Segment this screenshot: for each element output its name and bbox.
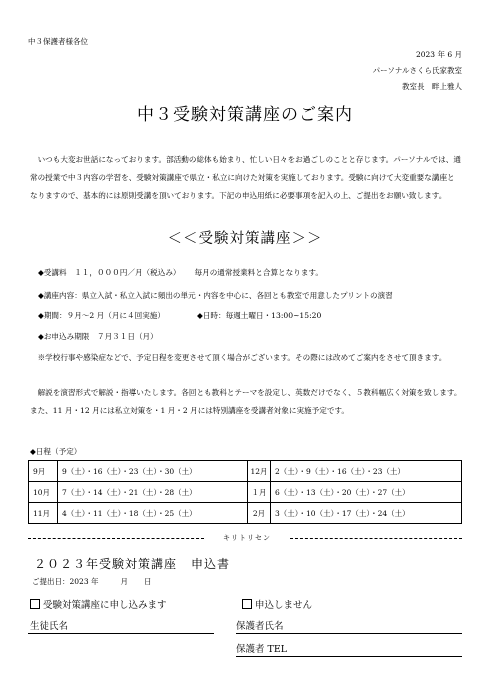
author: 教室長 畔上雅人 (402, 82, 462, 91)
day-label: 日 (143, 577, 152, 586)
month-cell: １月 (248, 482, 271, 503)
fee: ◆受講料 １１，０００円／月（税込み） (38, 268, 181, 277)
intro-paragraph: いつも大変お世話になっております。部活動の総体も始まり、忙しい日々をお過ごしのことと存じます。パーソナルでは、通常の授業で中３内容の学習を、受験対策講座で県立・私立に向けた対策を実施しております。受験に向けて大変重要な講座となりますので、基本的には原則受講を頂いております。下記の申込用紙に必要事項を記入の上、ご提出をお願い致します。 (30, 155, 461, 200)
submit-date-label: ご提出日：2023 年 (32, 577, 99, 586)
month-cell: 9月 (29, 461, 58, 482)
submit-date-field[interactable] (32, 576, 151, 587)
fee-note: 毎月の通常授業料と合算となります。 (194, 268, 324, 277)
time: ◆日時：毎週土曜日・13:00~15:20 (197, 311, 322, 320)
month-cell: 10月 (29, 482, 58, 503)
course-content: ◆講座内容：県立入試・私立入試に頻出の単元・内容を中心に、各回とも教室で用意したプリントの演習 (38, 291, 393, 300)
guardian-name-label: 保護者氏名 (236, 621, 284, 632)
table-row (29, 503, 462, 524)
period: ◆期間：９月～2 月（月に４回実施） (38, 311, 165, 320)
apply-option[interactable] (30, 597, 167, 611)
month-label: 月 (120, 577, 128, 586)
cut-dash-left (28, 538, 204, 539)
cut-dash-right (290, 538, 462, 539)
apply-option-label: 受験対策講座に申し込みます (43, 600, 167, 611)
table-row (29, 461, 462, 482)
sender-block (373, 47, 462, 95)
form-title-main: ２０２３年受験対策講座 (34, 557, 178, 571)
course-subtitle: ＜＜受験対策講座＞＞ (167, 231, 323, 247)
organization: パーソナルさくら氏家教室 (372, 66, 462, 75)
form-title-suffix: 申込書 (191, 557, 231, 571)
form-title (34, 555, 230, 572)
dates-cell: 7（土）・14（土）・21（土）・28（土） (58, 482, 248, 503)
format-note: 解説を演習形式で解説・指導いたします。各回とも教科とテーマを設定し、英数だけでなく、５教科幅広く対策を致します。また、11 月・12 月には私立対策を・1 月・2 月には特別講座を受講者対象に実施予定です。 (30, 388, 462, 415)
cut-label: キリトリセン (223, 534, 271, 542)
schedule-table (28, 460, 462, 524)
deadline: ◆お申込み期限 ７月３１日（月） (38, 332, 158, 341)
month-cell: 12月 (248, 461, 271, 482)
dates-cell: 4（土）・11（土）・18（土）・25（土） (58, 503, 248, 524)
apply-checkbox[interactable] (30, 599, 40, 609)
guardian-tel-field[interactable] (236, 656, 462, 657)
dates-cell: 6（土）・13（土）・20（土）・27（土） (271, 482, 462, 503)
page-title: 中３受験対策講座のご案内 (137, 105, 353, 125)
fee-line (38, 267, 323, 278)
issue-date: 2023 年 6 月 (415, 50, 462, 59)
month-cell: 11月 (29, 503, 58, 524)
student-name-field[interactable] (28, 633, 214, 634)
cut-line (28, 533, 462, 543)
table-row (29, 482, 462, 503)
addressee: 中３保護者様各位 (28, 37, 88, 46)
decline-option-label: 申込しません (255, 600, 313, 611)
student-name-label: 生徒氏名 (30, 621, 69, 632)
dates-cell: 2（土）・9（土）・16（土）・23（土） (271, 461, 462, 482)
guardian-tel-label: 保護者 TEL (236, 644, 288, 655)
dates-cell: 3（土）・10（土）・17（土）・24（土） (271, 503, 462, 524)
dates-cell: 9（土）・16（土）・23（土）・30（土） (58, 461, 248, 482)
period-line (38, 310, 321, 321)
month-cell: 2月 (248, 503, 271, 524)
decline-checkbox[interactable] (242, 599, 252, 609)
change-note: ※学校行事や感染症などで、予定日程を変更させて頂く場合がございます。その際には改めてご案内をさせて頂きます。 (37, 353, 447, 362)
guardian-name-field[interactable] (236, 633, 462, 634)
decline-option[interactable] (242, 597, 312, 611)
schedule-label: ◆日程（予定） (30, 447, 82, 456)
